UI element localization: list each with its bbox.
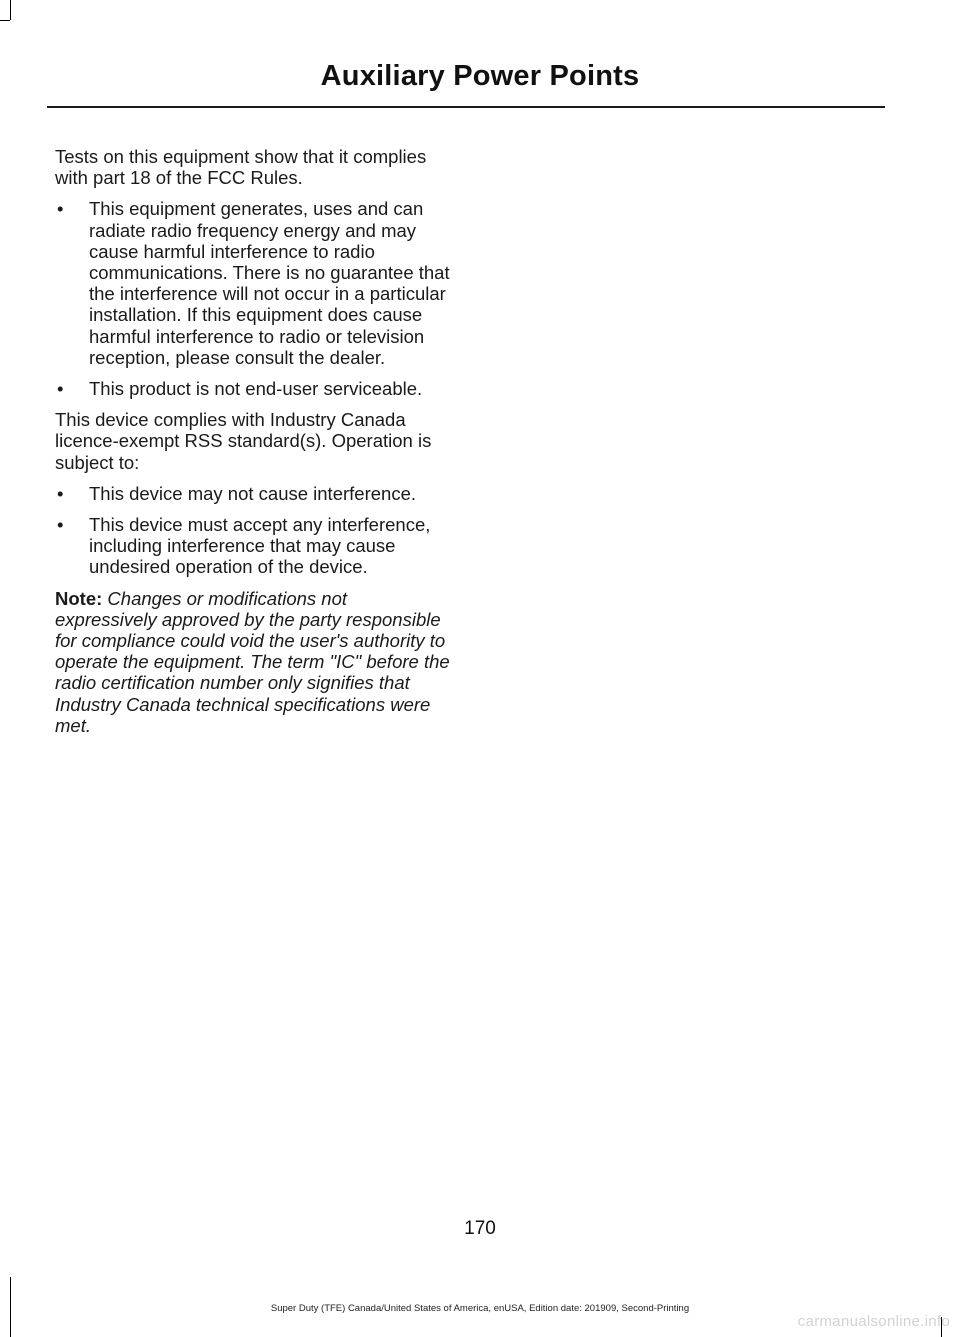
fcc-intro-paragraph: Tests on this equipment show that it complies with part 18 of the FCC Rules. xyxy=(55,146,427,189)
bullet-icon: • xyxy=(57,482,64,504)
list-item-text: This equipment generates, uses and can radiate radio frequency energy and may cause harmful interference to radio communications. There is no guarantee that the interference will not occur in a particular installation. If this equipment does cause harmful interference to radio or television reception, please consult the dealer. xyxy=(89,198,450,368)
edition-footer: Super Duty (TFE) Canada/United States of America, enUSA, Edition date: 201909, Second-Printing xyxy=(270,1303,690,1314)
note-label: Note: xyxy=(55,587,103,609)
list-item-text: This product is not end-user serviceable. xyxy=(89,378,423,400)
fcc-bullet-list xyxy=(55,198,450,399)
note-text: Changes or modifications not expressively approved by the party responsible for compliance could void the user's authority to operate the equipment. The term "IC" before the radio certification number only signifies that Industry Canada technical specifications were met. xyxy=(55,587,450,736)
canada-bullet-list xyxy=(55,483,450,578)
main-content xyxy=(55,146,450,746)
page-number: 170 xyxy=(464,1218,496,1239)
list-item xyxy=(55,378,450,399)
canada-intro-paragraph: This device complies with Industry Canada licence-exempt RSS standard(s). Operation is subject to: xyxy=(55,409,432,473)
list-item xyxy=(55,198,450,368)
list-item xyxy=(55,483,450,504)
list-item xyxy=(55,514,450,578)
crop-mark-top-left-horizontal xyxy=(0,20,10,21)
crop-mark-top-left-vertical xyxy=(10,0,11,20)
watermark: carmanualsonline.info xyxy=(797,1313,950,1330)
title-divider xyxy=(47,106,885,108)
list-item-text: This device must accept any interference, including interference that may cause undesired operation of the device. xyxy=(89,514,431,578)
page-title: Auxiliary Power Points xyxy=(320,60,640,92)
bullet-icon: • xyxy=(57,514,64,536)
list-item-text: This device may not cause interference. xyxy=(89,482,416,504)
note-paragraph xyxy=(55,588,450,736)
bullet-icon: • xyxy=(57,378,64,400)
bullet-icon: • xyxy=(57,198,64,220)
